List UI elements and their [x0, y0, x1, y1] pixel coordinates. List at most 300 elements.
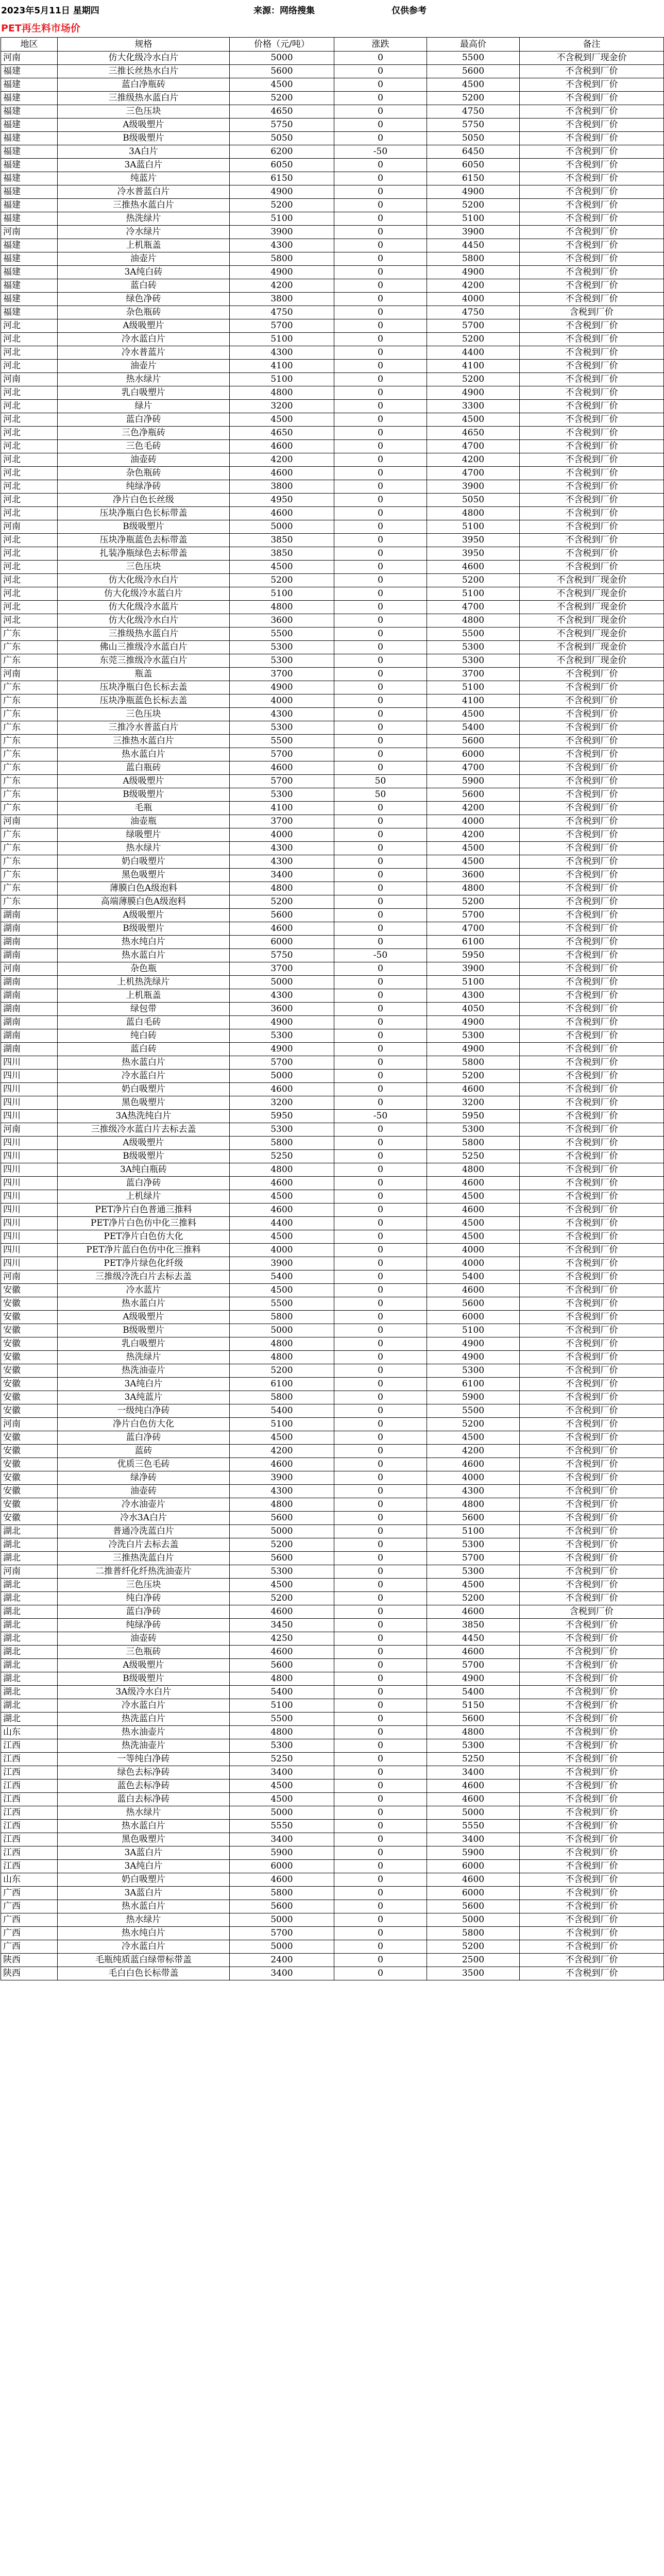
cell-spec: 薄膜白色A级泡料 — [58, 882, 230, 895]
cell-high: 6000 — [427, 1887, 520, 1900]
cell-high: 4800 — [427, 1498, 520, 1512]
cell-region: 陕西 — [1, 1954, 58, 1967]
table-row — [1, 1967, 664, 1980]
cell-price: 4950 — [230, 494, 334, 507]
cell-change: 0 — [334, 105, 427, 118]
cell-price: 3600 — [230, 1003, 334, 1016]
cell-change: 0 — [334, 132, 427, 145]
cell-change: 0 — [334, 212, 427, 226]
cell-change: 0 — [334, 346, 427, 360]
cell-spec: PET净片白色仿大化 — [58, 1230, 230, 1244]
cell-spec: 热洗油壶片 — [58, 1364, 230, 1378]
cell-spec: 热洗蓝白片 — [58, 1713, 230, 1726]
cell-note: 不含税到厂价 — [520, 1284, 664, 1297]
cell-high: 4200 — [427, 1445, 520, 1458]
cell-spec: PET净片蓝白色仿中化三推料 — [58, 1244, 230, 1257]
cell-price: 5500 — [230, 1713, 334, 1726]
cell-spec: 黑色吸塑片 — [58, 1833, 230, 1846]
cell-price: 5400 — [230, 1270, 334, 1284]
cell-high: 5200 — [427, 1070, 520, 1083]
cell-change: 0 — [334, 708, 427, 721]
table-row — [1, 1190, 664, 1204]
cell-region: 湖北 — [1, 1713, 58, 1726]
table-row — [1, 1364, 664, 1378]
cell-high: 3950 — [427, 534, 520, 547]
cell-change: 0 — [334, 440, 427, 453]
cell-high: 5800 — [427, 252, 520, 266]
cell-high: 5600 — [427, 1297, 520, 1311]
cell-spec: 三色毛砖 — [58, 440, 230, 453]
cell-change: 0 — [334, 239, 427, 252]
cell-note: 不含税到厂价 — [520, 1016, 664, 1029]
cell-note: 不含税到厂价 — [520, 1565, 664, 1579]
table-row — [1, 882, 664, 895]
cell-note: 含税到厂价 — [520, 306, 664, 319]
cell-spec: 杂色瓶砖 — [58, 467, 230, 480]
table-row — [1, 1056, 664, 1070]
cell-region: 福建 — [1, 105, 58, 118]
cell-change: 0 — [334, 869, 427, 882]
cell-note: 不含税到厂价 — [520, 1538, 664, 1552]
cell-spec: 3A蓝白片 — [58, 159, 230, 172]
cell-spec: 纯白砖 — [58, 1029, 230, 1043]
cell-region: 福建 — [1, 185, 58, 199]
cell-region: 河北 — [1, 494, 58, 507]
cell-spec: 三推热洗蓝白片 — [58, 1552, 230, 1565]
cell-spec: B级吸塑片 — [58, 1672, 230, 1686]
cell-change: 0 — [334, 909, 427, 922]
cell-high: 5950 — [427, 949, 520, 962]
cell-change: 0 — [334, 1525, 427, 1538]
cell-spec: 一等纯白净砖 — [58, 1753, 230, 1766]
cell-high: 4500 — [427, 1230, 520, 1244]
table-row — [1, 453, 664, 467]
cell-high: 5700 — [427, 909, 520, 922]
table-row — [1, 828, 664, 842]
cell-high: 4900 — [427, 1351, 520, 1364]
cell-high: 3300 — [427, 400, 520, 413]
cell-high: 6450 — [427, 145, 520, 159]
cell-note: 不含税到厂价 — [520, 949, 664, 962]
cell-high: 4800 — [427, 507, 520, 520]
cell-price: 4300 — [230, 989, 334, 1003]
cell-price: 4600 — [230, 1646, 334, 1659]
table-row — [1, 654, 664, 668]
cell-region: 广东 — [1, 694, 58, 708]
table-row — [1, 1230, 664, 1244]
cell-note: 不含税到厂价 — [520, 1003, 664, 1016]
cell-spec: B级吸塑片 — [58, 1324, 230, 1337]
cell-high: 5700 — [427, 1552, 520, 1565]
cell-change: 0 — [334, 1351, 427, 1364]
cell-region: 福建 — [1, 132, 58, 145]
cell-change: 0 — [334, 1739, 427, 1753]
cell-price: 4500 — [230, 78, 334, 92]
cell-region: 河北 — [1, 440, 58, 453]
cell-price: 3400 — [230, 869, 334, 882]
cell-region: 福建 — [1, 212, 58, 226]
table-row — [1, 1284, 664, 1297]
cell-change: 0 — [334, 681, 427, 694]
table-row — [1, 1498, 664, 1512]
cell-note: 不含税到厂价 — [520, 386, 664, 400]
cell-region: 江西 — [1, 1820, 58, 1833]
cell-note: 不含税到厂价 — [520, 373, 664, 386]
cell-spec: 热水绿片 — [58, 373, 230, 386]
cell-note: 不含税到厂价 — [520, 346, 664, 360]
cell-note: 不含税到厂价 — [520, 922, 664, 936]
cell-price: 3700 — [230, 668, 334, 681]
cell-note: 不含税到厂价 — [520, 1270, 664, 1284]
table-row — [1, 360, 664, 373]
cell-high: 5500 — [427, 1404, 520, 1418]
cell-price: 3700 — [230, 962, 334, 976]
cell-region: 湖北 — [1, 1579, 58, 1592]
cell-note: 不含税到厂价 — [520, 172, 664, 185]
cell-price: 4000 — [230, 828, 334, 842]
cell-region: 河北 — [1, 427, 58, 440]
table-row — [1, 1458, 664, 1471]
table-row — [1, 1646, 664, 1659]
cell-region: 湖南 — [1, 922, 58, 936]
cell-high: 4100 — [427, 360, 520, 373]
cell-spec: A级吸塑片 — [58, 1659, 230, 1672]
cell-change: 0 — [334, 842, 427, 855]
cell-region: 湖南 — [1, 949, 58, 962]
cell-region: 湖南 — [1, 976, 58, 989]
cell-high: 4600 — [427, 1873, 520, 1887]
table-row — [1, 962, 664, 976]
cell-change: 0 — [334, 1404, 427, 1418]
cell-price: 5100 — [230, 373, 334, 386]
cell-region: 湖南 — [1, 1016, 58, 1029]
cell-price: 5300 — [230, 1123, 334, 1137]
cell-spec: 热水蓝白片 — [58, 949, 230, 962]
cell-high: 4450 — [427, 239, 520, 252]
cell-change: 0 — [334, 547, 427, 561]
cell-spec: 上机瓶盖 — [58, 989, 230, 1003]
cell-change: 0 — [334, 1726, 427, 1739]
cell-price: 3400 — [230, 1833, 334, 1846]
cell-change: 0 — [334, 962, 427, 976]
cell-spec: 普通冷洗蓝白片 — [58, 1525, 230, 1538]
cell-note: 不含税到厂价 — [520, 1391, 664, 1404]
cell-high: 4900 — [427, 1043, 520, 1056]
cell-region: 河南 — [1, 520, 58, 534]
cell-change: 0 — [334, 1873, 427, 1887]
cell-region: 湖南 — [1, 909, 58, 922]
cell-high: 4300 — [427, 989, 520, 1003]
table-row — [1, 761, 664, 775]
cell-price: 5300 — [230, 1029, 334, 1043]
cell-note: 不含税到厂价 — [520, 1632, 664, 1646]
cell-region: 河北 — [1, 413, 58, 427]
cell-price: 4200 — [230, 279, 334, 293]
cell-high: 4700 — [427, 440, 520, 453]
cell-price: 4600 — [230, 1204, 334, 1217]
table-row — [1, 1150, 664, 1163]
cell-region: 四川 — [1, 1177, 58, 1190]
cell-high: 4650 — [427, 427, 520, 440]
cell-region: 福建 — [1, 306, 58, 319]
table-row — [1, 145, 664, 159]
table-row — [1, 212, 664, 226]
cell-region: 广东 — [1, 748, 58, 761]
cell-note: 不含税到厂价 — [520, 1337, 664, 1351]
cell-price: 4300 — [230, 855, 334, 869]
table-row — [1, 1592, 664, 1605]
cell-spec: 3A纯白片 — [58, 1378, 230, 1391]
cell-price: 5000 — [230, 1940, 334, 1954]
cell-price: 5800 — [230, 1391, 334, 1404]
cell-change: 0 — [334, 1257, 427, 1270]
cell-high: 5400 — [427, 721, 520, 735]
cell-change: 0 — [334, 1592, 427, 1605]
cell-change: 0 — [334, 333, 427, 346]
cell-region: 湖北 — [1, 1686, 58, 1699]
cell-high: 4900 — [427, 185, 520, 199]
cell-price: 5100 — [230, 1699, 334, 1713]
cell-region: 四川 — [1, 1163, 58, 1177]
cell-region: 四川 — [1, 1137, 58, 1150]
table-row — [1, 936, 664, 949]
cell-region: 江西 — [1, 1833, 58, 1846]
cell-region: 安徽 — [1, 1485, 58, 1498]
table-row — [1, 1471, 664, 1485]
cell-high: 5300 — [427, 1565, 520, 1579]
cell-region: 江西 — [1, 1806, 58, 1820]
cell-region: 福建 — [1, 145, 58, 159]
cell-price: 5500 — [230, 735, 334, 748]
cell-note: 不含税到厂价 — [520, 721, 664, 735]
cell-price: 4500 — [230, 1780, 334, 1793]
cell-change: 0 — [334, 1954, 427, 1967]
table-row — [1, 547, 664, 561]
cell-change: 0 — [334, 1458, 427, 1471]
cell-price: 5100 — [230, 587, 334, 601]
table-row — [1, 1096, 664, 1110]
cell-spec: 油壶片 — [58, 252, 230, 266]
cell-region: 安徽 — [1, 1297, 58, 1311]
cell-change: 0 — [334, 507, 427, 520]
table-row — [1, 815, 664, 828]
cell-note: 不含税到厂价 — [520, 976, 664, 989]
cell-region: 广西 — [1, 1927, 58, 1940]
cell-region: 广东 — [1, 802, 58, 815]
table-row — [1, 1726, 664, 1739]
cell-note: 不含税到厂价 — [520, 145, 664, 159]
cell-price: 6100 — [230, 1378, 334, 1391]
cell-price: 5750 — [230, 949, 334, 962]
cell-spec: 压块净瓶白色长标去盖 — [58, 681, 230, 694]
cell-note: 不含税到厂价 — [520, 1967, 664, 1980]
cell-high: 4100 — [427, 694, 520, 708]
cell-high: 5300 — [427, 1029, 520, 1043]
cell-change: 0 — [334, 587, 427, 601]
cell-high: 4500 — [427, 1431, 520, 1445]
cell-region: 广西 — [1, 1887, 58, 1900]
cell-spec: 瓶盖 — [58, 668, 230, 681]
table-row — [1, 266, 664, 279]
cell-spec: A级吸塑片 — [58, 1137, 230, 1150]
cell-high: 5200 — [427, 199, 520, 212]
cell-change: 0 — [334, 65, 427, 78]
header-bar — [0, 0, 664, 20]
cell-note: 不含税到厂价 — [520, 761, 664, 775]
cell-price: 5200 — [230, 1592, 334, 1605]
table-header-row — [1, 38, 664, 52]
cell-region: 福建 — [1, 293, 58, 306]
cell-high: 5600 — [427, 788, 520, 802]
cell-spec: 冷水3A白片 — [58, 1512, 230, 1525]
cell-note: 不含税到厂价 — [520, 1364, 664, 1378]
cell-high: 5200 — [427, 373, 520, 386]
cell-spec: 热水纯白片 — [58, 1927, 230, 1940]
cell-high: 4500 — [427, 1190, 520, 1204]
cell-price: 5600 — [230, 65, 334, 78]
cell-high: 4400 — [427, 346, 520, 360]
cell-region: 四川 — [1, 1070, 58, 1083]
cell-change: 0 — [334, 1003, 427, 1016]
cell-price: 3850 — [230, 534, 334, 547]
cell-region: 湖北 — [1, 1538, 58, 1552]
cell-high: 5700 — [427, 319, 520, 333]
cell-spec: 绿包带 — [58, 1003, 230, 1016]
table-row — [1, 1913, 664, 1927]
table-row — [1, 1846, 664, 1860]
cell-region: 广东 — [1, 882, 58, 895]
cell-note: 不含税到厂价 — [520, 895, 664, 909]
table-row — [1, 427, 664, 440]
cell-change: 0 — [334, 293, 427, 306]
cell-high: 5800 — [427, 1137, 520, 1150]
table-row — [1, 976, 664, 989]
table-row — [1, 333, 664, 346]
table-row — [1, 440, 664, 453]
cell-change: 0 — [334, 1471, 427, 1485]
cell-spec: A级吸塑片 — [58, 775, 230, 788]
cell-price: 5300 — [230, 641, 334, 654]
cell-high: 4750 — [427, 306, 520, 319]
cell-change: 0 — [334, 1016, 427, 1029]
cell-region: 广东 — [1, 761, 58, 775]
cell-price: 4600 — [230, 1873, 334, 1887]
cell-price: 4900 — [230, 1016, 334, 1029]
cell-region: 河北 — [1, 333, 58, 346]
cell-price: 5100 — [230, 333, 334, 346]
cell-high: 6000 — [427, 748, 520, 761]
cell-change: 0 — [334, 1565, 427, 1579]
cell-note: 不含税到厂现金价 — [520, 641, 664, 654]
cell-spec: 绿色去标净砖 — [58, 1766, 230, 1780]
cell-high: 2500 — [427, 1954, 520, 1967]
cell-price: 5800 — [230, 252, 334, 266]
cell-change: 0 — [334, 1766, 427, 1780]
cell-note: 不含税到厂价 — [520, 1378, 664, 1391]
cell-change: 0 — [334, 413, 427, 427]
cell-note: 不含税到厂价 — [520, 1913, 664, 1927]
cell-high: 4500 — [427, 413, 520, 427]
cell-note: 不含税到厂价 — [520, 1860, 664, 1873]
cell-note: 不含税到厂价 — [520, 1458, 664, 1471]
cell-spec: A级吸塑片 — [58, 118, 230, 132]
cell-high: 4900 — [427, 1337, 520, 1351]
cell-note: 不含税到厂价 — [520, 1177, 664, 1190]
table-row — [1, 319, 664, 333]
table-row — [1, 480, 664, 494]
cell-region: 河北 — [1, 453, 58, 467]
cell-high: 4000 — [427, 1244, 520, 1257]
cell-region: 广东 — [1, 628, 58, 641]
cell-price: 4200 — [230, 1445, 334, 1458]
cell-change: 0 — [334, 1137, 427, 1150]
cell-note: 不含税到厂价 — [520, 293, 664, 306]
table-row — [1, 1404, 664, 1418]
cell-region: 福建 — [1, 199, 58, 212]
cell-note: 不含税到厂价 — [520, 1137, 664, 1150]
cell-note: 不含税到厂价 — [520, 78, 664, 92]
cell-note: 不含税到厂价 — [520, 1257, 664, 1270]
cell-high: 5300 — [427, 1123, 520, 1137]
cell-region: 河南 — [1, 1270, 58, 1284]
cell-change: 0 — [334, 1284, 427, 1297]
cell-high: 4000 — [427, 1257, 520, 1270]
cell-change: 0 — [334, 1605, 427, 1619]
cell-change: 0 — [334, 373, 427, 386]
cell-price: 4000 — [230, 1244, 334, 1257]
cell-high: 5800 — [427, 1056, 520, 1070]
cell-spec: 净片白色仿大化 — [58, 1418, 230, 1431]
cell-price: 5500 — [230, 628, 334, 641]
cell-high: 4600 — [427, 1177, 520, 1190]
cell-change: 0 — [334, 574, 427, 587]
cell-high: 3900 — [427, 226, 520, 239]
cell-note: 不含税到厂价 — [520, 453, 664, 467]
cell-region: 江西 — [1, 1860, 58, 1873]
table-row — [1, 668, 664, 681]
table-row — [1, 92, 664, 105]
cell-note: 不含税到厂价 — [520, 1739, 664, 1753]
cell-region: 福建 — [1, 118, 58, 132]
cell-note: 不含税到厂价 — [520, 561, 664, 574]
cell-region: 广西 — [1, 1913, 58, 1927]
cell-note: 不含税到厂价 — [520, 1471, 664, 1485]
cell-price: 4500 — [230, 1431, 334, 1445]
cell-high: 6150 — [427, 172, 520, 185]
cell-change: 0 — [334, 1270, 427, 1284]
cell-high: 5050 — [427, 494, 520, 507]
cell-note: 不含税到厂价 — [520, 547, 664, 561]
cell-high: 4600 — [427, 1780, 520, 1793]
cell-high: 6100 — [427, 936, 520, 949]
cell-price: 5000 — [230, 1913, 334, 1927]
cell-spec: B级吸塑片 — [58, 788, 230, 802]
cell-high: 4450 — [427, 1632, 520, 1646]
cell-spec: 蓝白毛砖 — [58, 1016, 230, 1029]
cell-change: 0 — [334, 1378, 427, 1391]
cell-high: 4500 — [427, 1579, 520, 1592]
table-row — [1, 306, 664, 319]
table-row — [1, 1873, 664, 1887]
cell-change: 0 — [334, 252, 427, 266]
cell-change: 0 — [334, 1913, 427, 1927]
table-row — [1, 293, 664, 306]
cell-change: 0 — [334, 1204, 427, 1217]
cell-note: 不含税到厂价 — [520, 534, 664, 547]
table-row — [1, 1860, 664, 1873]
table-row — [1, 855, 664, 869]
cell-price: 4600 — [230, 922, 334, 936]
